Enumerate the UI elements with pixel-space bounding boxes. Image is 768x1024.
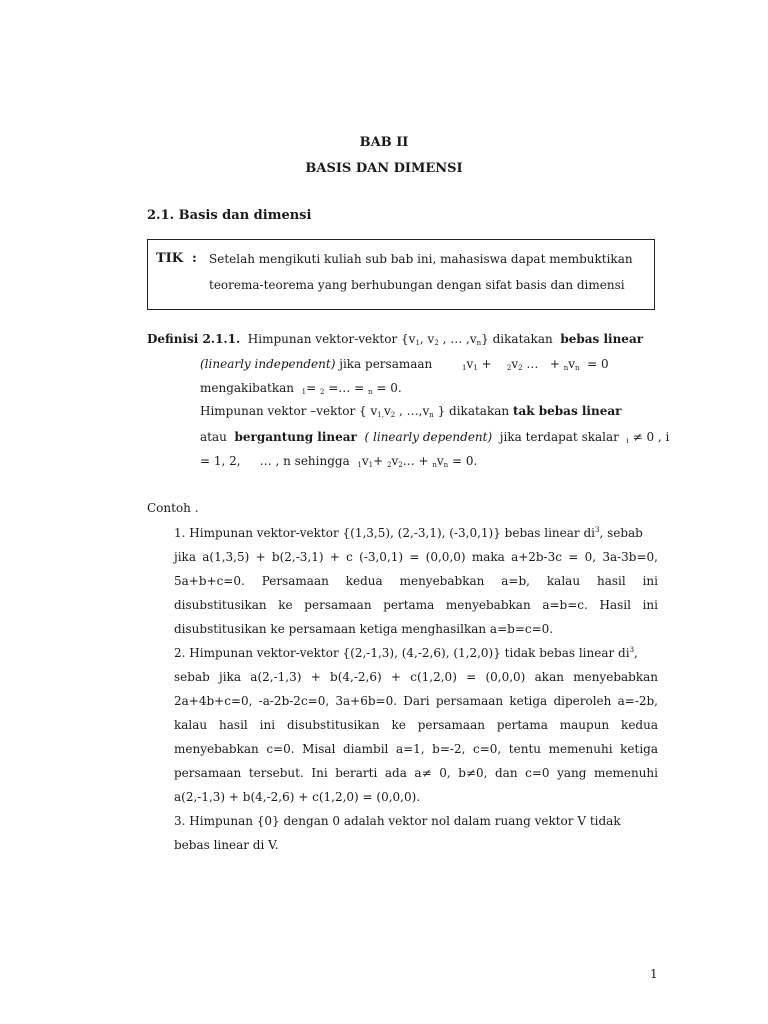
example-1-line-1: 1. Himpunan vektor-vektor {(1,3,5), (2,-3,1), (-3,0,1)} bebas linear $di^3$, sebab <box>174 526 643 540</box>
example-1-line-5: disubstitusikan ke persamaan ketiga menghasilkan a=b=c=0. <box>174 622 554 636</box>
definition-line-2: (linearly independent) jika persamaan <box>200 357 433 371</box>
contoh-label: Contoh . <box>147 501 199 515</box>
term-bergantung-linear: bergantung linear <box>234 430 357 444</box>
tik-line-1: Setelah mengikuti kuliah sub bab ini, mahasiswa dapat membuktikan <box>209 252 633 266</box>
definition-line-4: Himpunan vektor –vektor { $v_{1,}v_2$ , $\dots,v_n$ } dikatakan tak bebas linear <box>200 404 622 419</box>
example-2-line-3: 2a+4b+c=0, -a-2b-2c=0, 3a+6b=0. Dari persamaan ketiga diperoleh a=-2b, <box>174 694 658 708</box>
tik-line-2: teorema-teorema yang berhubungan dengan sifat basis dan dimensi <box>209 278 625 292</box>
tik-label: TIK <box>156 251 184 266</box>
definition-line-5: atau bergantung linear ( linearly dependent) jika terdapat skalar $_i$ ≠ 0 , i <box>200 430 670 445</box>
tik-colon: : <box>192 251 197 266</box>
tik-box <box>147 239 655 310</box>
example-2-line-6: persamaan tersebut. Ini berarti ada a≠ 0, b≠0, dan c=0 yang memenuhi <box>174 766 658 780</box>
definition-equation-1: $_1v_1$ + $_2v_2$ … + $_nv_n = 0$ <box>462 357 609 372</box>
example-2-line-5: menyebabkan c=0. Misal diambil a=1, b=-2, c=0, tentu memenuhi ketiga <box>174 742 658 756</box>
page-number: 1 <box>650 967 658 981</box>
term-bebas-linear: bebas linear <box>560 332 644 346</box>
example-2-line-7: a(2,-1,3) + b(4,-2,6) + c(1,2,0) = (0,0,0). <box>174 790 421 804</box>
chapter-label: BAB II <box>359 135 409 150</box>
section-heading: 2.1. Basis dan dimensi <box>147 208 312 223</box>
example-2-line-1: 2. Himpunan vektor-vektor {(2,-1,3), (4,-2,6), (1,2,0)} tidak bebas linear $di^3$, <box>174 646 638 660</box>
example-1-line-2: jika a(1,3,5) + b(2,-3,1) + c (-3,0,1) = (0,0,0) maka a+2b-3c = 0, 3a-3b=0, <box>174 550 658 564</box>
definition-line-1: Definisi 2.1.1. Himpunan vektor-vektor {$v_1$, $v_2$ , … $,v_n$} dikatakan bebas linear <box>147 332 644 347</box>
example-2-line-4: kalau hasil ini disubstitusikan ke persamaan pertama maupun kedua <box>174 718 658 732</box>
definition-label: Definisi 2.1.1. <box>147 332 241 346</box>
example-3-line-2: bebas linear di V. <box>174 838 279 852</box>
example-3-line-1: 3. Himpunan {0} dengan 0 adalah vektor nol dalam ruang vektor V tidak <box>174 814 621 828</box>
example-2-line-2: sebab jika a(2,-1,3) + b(4,-2,6) + c(1,2,0) = (0,0,0) akan menyebabkan <box>174 670 658 684</box>
definition-line-3: mengakibatkan $_1$= $_2$ =… = $_n$ = 0. <box>200 381 402 396</box>
chapter-title: BASIS DAN DIMENSI <box>305 161 463 176</box>
example-1-line-3: 5a+b+c=0. Persamaan kedua menyebabkan a=b, kalau hasil ini <box>174 574 658 588</box>
example-1-line-4: disubstitusikan ke persamaan pertama menyebabkan a=b=c. Hasil ini <box>174 598 658 612</box>
term-tak-bebas-linear: tak bebas linear <box>512 404 622 418</box>
definition-line-6: = 1, 2, … , n sehingga $_1v_1+$ $_2v_2\dots + _nv_n = 0$. <box>200 454 478 469</box>
